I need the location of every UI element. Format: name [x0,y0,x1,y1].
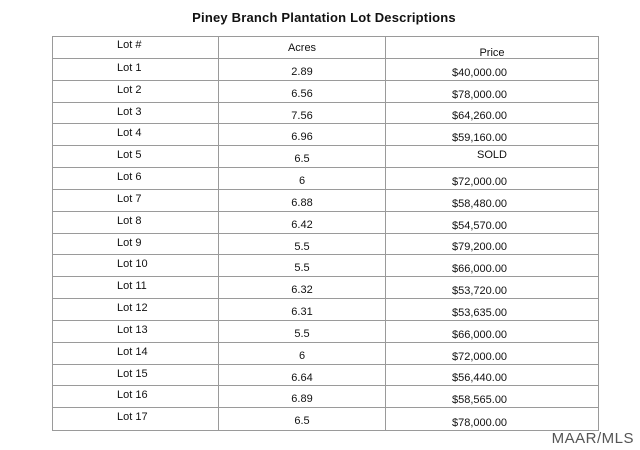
acres-cell-text: 5.5 [294,327,310,340]
lot-cell-text: Lot 1 [117,62,142,74]
price-cell-text: $78,000.00 [452,88,508,101]
lot-cell [53,321,219,343]
price-cell-text: $66,000.00 [452,263,508,276]
price-cell [386,408,598,430]
price-cell [386,299,598,321]
lot-cell-text: Lot 3 [117,105,142,118]
lot-cell [53,365,219,387]
acres-cell [219,103,386,125]
price-cell-text: $53,635.00 [452,306,508,319]
acres-cell-text: 2.89 [291,66,313,78]
lot-cell-text: Lot 13 [117,323,148,336]
acres-cell-text: 6 [298,175,306,188]
acres-cell [219,168,386,190]
price-cell [386,124,598,146]
acres-cell [219,234,386,256]
lot-cell [53,168,219,190]
price-cell [386,321,598,343]
lot-cell-text: Lot 17 [117,411,148,424]
lot-cell [53,277,219,299]
price-cell-text: SOLD [477,149,507,162]
lot-cell-text: Lot 9 [117,236,142,249]
acres-cell-text: 6.5 [294,415,310,428]
lot-cell-text: Lot 4 [117,127,142,140]
lot-cell [53,343,219,365]
lot-cell-text: Lot 6 [117,171,142,184]
header-acres-label: Acres [287,42,317,54]
acres-cell [219,59,386,81]
acres-cell [219,146,386,168]
lot-cell [53,146,219,168]
acres-cell-text: 5.5 [294,262,310,275]
price-cell [386,168,598,190]
acres-cell [219,212,386,234]
price-cell [386,103,598,125]
lot-cell-text: Lot 14 [117,345,148,358]
lot-cell [53,386,219,408]
lot-cell-text: Lot 7 [117,192,142,205]
price-cell-text: $40,000.00 [452,66,508,79]
lot-cell-text: Lot 10 [117,258,148,271]
acres-cell-text: 6.32 [291,284,313,297]
acres-cell [219,124,386,146]
price-cell-text: $64,260.00 [452,110,508,123]
lot-cell [53,255,219,277]
acres-cell-text: 6.42 [291,218,313,231]
price-cell [386,255,598,277]
acres-cell [219,408,386,430]
price-cell [386,234,598,256]
price-cell-text: $56,440.00 [452,372,508,385]
header-lot [53,37,219,59]
lot-cell [53,408,219,430]
price-cell [386,343,598,365]
mls-watermark: MAAR/MLS [551,430,634,447]
price-cell-text: $72,000.00 [452,175,508,188]
lot-table [52,36,599,431]
acres-cell [219,343,386,365]
price-cell-text: $79,200.00 [452,241,508,254]
price-cell [386,386,598,408]
lot-cell-text: Lot 8 [117,214,142,227]
lot-cell-text: Lot 11 [117,280,147,293]
acres-cell [219,190,386,212]
lot-cell [53,103,219,125]
acres-cell-text: 6.96 [291,131,313,144]
acres-cell [219,255,386,277]
lot-cell [53,190,219,212]
lot-cell [53,81,219,103]
acres-cell-text: 6.56 [291,87,313,100]
acres-cell [219,299,386,321]
price-cell-text: $59,160.00 [452,132,508,145]
price-cell [386,190,598,212]
price-cell-text: $66,000.00 [452,328,508,341]
lot-cell [53,59,219,81]
lot-cell-text: Lot 15 [117,367,148,380]
lot-cell [53,234,219,256]
acres-cell [219,386,386,408]
price-cell [386,146,598,168]
price-cell-text: $78,000.00 [452,417,508,429]
page-title: Piney Branch Plantation Lot Descriptions [192,10,456,25]
acres-cell-text: 6 [298,349,306,362]
price-cell-text: $58,565.00 [452,394,508,407]
acres-cell-text: 5.5 [294,240,310,253]
acres-cell-text: 6.5 [294,153,310,166]
lot-cell [53,124,219,146]
acres-cell [219,277,386,299]
header-price-label: Price [479,47,505,59]
price-cell [386,212,598,234]
acres-cell-text: 6.64 [291,371,313,384]
acres-cell [219,321,386,343]
acres-cell [219,81,386,103]
price-cell-text: $72,000.00 [452,350,508,363]
acres-cell-text: 6.88 [291,196,313,209]
acres-cell-text: 6.89 [291,393,313,406]
lot-cell-text: Lot 5 [117,149,142,162]
lot-cell-text: Lot 16 [117,389,148,402]
price-cell [386,59,598,81]
acres-cell-text: 7.56 [291,109,313,122]
price-cell-text: $54,570.00 [452,219,508,232]
header-lot-label: Lot # [117,39,142,51]
price-cell [386,365,598,387]
price-cell [386,81,598,103]
lot-cell [53,299,219,321]
lot-cell-text: Lot 12 [117,302,148,315]
header-acres [219,37,386,59]
lot-cell [53,212,219,234]
acres-cell-text: 6.31 [291,306,313,319]
lot-cell-text: Lot 2 [117,83,142,96]
price-cell-text: $58,480.00 [452,197,508,210]
header-price [386,37,598,59]
acres-cell [219,365,386,387]
price-cell-text: $53,720.00 [452,285,508,298]
price-cell [386,277,598,299]
